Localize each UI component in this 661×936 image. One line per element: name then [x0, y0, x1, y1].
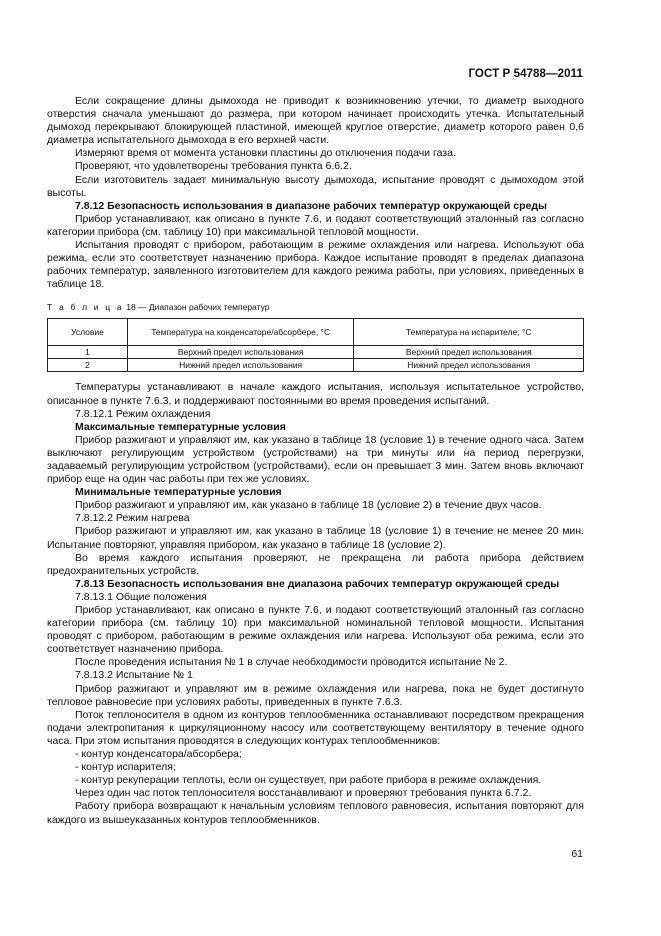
subsection-heading: 7.8.12.1 Режим охлаждения	[75, 407, 211, 420]
paragraph: Температуры устанавливают в начале каждого испытания, используя испытательное устройство, описанное в пункте 7.6.3, и поддерживают постоянными во время проведения испытаний.	[47, 381, 584, 407]
paragraph: Прибор разжигают и управляют им, как указано в таблице 18 (условие 1) в течение одного часа. Затем выключают регулирующим устройством (устройствами) на три минуты или на период перегрузки, задаваемый регулирующим устройством (устройствами), если он превышает 3 мин. Затем вновь включают прибор еще на один час работы при тех же условиях.	[47, 433, 584, 486]
subsection-heading: 7.8.13.2 Испытание № 1	[75, 669, 193, 682]
table-caption-text: 18 — Диапазон рабочих температур	[123, 302, 270, 313]
table-cell: Верхний предел использования	[127, 346, 354, 359]
table-row	[48, 346, 584, 359]
table-header-row	[48, 319, 584, 346]
document-body	[47, 95, 584, 827]
paragraph: Через один час поток теплоносителя восстанавливают и проверяют требования пункта 6.7.2.	[75, 787, 532, 800]
table-caption	[47, 302, 584, 313]
paragraph: Измеряют время от момента установки пластины до отключения подачи газа.	[75, 147, 456, 160]
page-number: 61	[571, 848, 583, 860]
subsection-heading: 7.8.12.2 Режим нагрева	[75, 512, 190, 525]
table-cell: Нижний предел использования	[354, 359, 584, 372]
table-header-cell: Условие	[48, 319, 128, 346]
list-item: - контур испарителя;	[75, 761, 176, 774]
section-heading: 7.8.12 Безопасность использования в диапазоне рабочих температур окружающей среды	[75, 199, 548, 212]
table-cell: Нижний предел использования	[127, 359, 354, 372]
table-cell: 2	[48, 359, 128, 372]
paragraph: После проведения испытания № 1 в случае необходимости проводится испытание № 2.	[75, 656, 508, 669]
paragraph: Испытания проводят с прибором, работающим в режиме охлаждения или нагрева. Используют оба режима, если это соответствует назначению прибора. Каждое испытание проводят в пределах диапазона рабочих температур, заявленного изготовителем для каждого режима работы, при условиях, приведенных в таблице 18.	[47, 239, 584, 291]
paragraph: Прибор разжигают и управляют им в режиме охлаждения или нагрева, пока не будет достигнуто тепловое равновесие при условиях работы, приведенных в пункте 7.6.3.	[47, 682, 584, 708]
paragraph: Поток теплоносителя в одном из контуров теплообменника останавливают посредством прекращения подачи электропитания к циркуляционному насосу или соответствующему вентилятору в течение одного часа. При этом испытания проводятся в следующих контурах теплообменников:	[47, 708, 584, 747]
list-item: - контур конденсатора/абсорбера;	[75, 748, 242, 761]
table-header-cell: Температура на конденсаторе/абсорбере, °С	[127, 319, 354, 346]
table-row	[48, 359, 584, 372]
bold-heading: Минимальные температурные условия	[75, 486, 282, 499]
section-heading: 7.8.13 Безопасность использования вне диапазона рабочих температур окружающей среды	[75, 577, 560, 590]
table-caption-prefix: Т а б л и ц а	[47, 302, 124, 313]
document-header: ГОСТ Р 54788—2011	[468, 68, 583, 80]
paragraph: Во время каждого испытания проверяют, не прекращена ли работа прибора действием предохранительных устройств.	[47, 551, 584, 577]
subsection-heading: 7.8.13.1 Общие положения	[75, 590, 207, 603]
paragraph: Прибор разжигают и управляют им, как указано в таблице 18 (условие 2) в течение двух часов.	[75, 499, 542, 512]
paragraph: Работу прибора возвращают к начальным условиям теплового равновесия, испытания повторяют для каждого из вышеуказанных контуров теплообменников.	[47, 800, 584, 826]
paragraph: Прибор устанавливают, как описано в пункте 7.6, и подают соответствующий эталонный газ согласно категории прибора (см. таблицу 10) при максимальной тепловой мощности.	[47, 212, 584, 238]
list-item: - контур рекуперации теплоты, если он существует, при работе прибора в режиме охлаждения.	[75, 774, 542, 787]
bold-heading: Максимальные температурные условия	[75, 420, 286, 433]
table-cell: 1	[48, 346, 128, 359]
table-cell: Верхний предел использования	[354, 346, 584, 359]
paragraph: Прибор устанавливают, как описано в пункте 7.6, и подают соответствующий эталонный газ согласно категории прибора (см. таблицу 10) при максимальной номинальной тепловой мощности. Испытания проводят с прибором, работающим в режиме охлаждения или нагрева. Используют оба режима, если это соответствует назначению прибора.	[47, 604, 584, 656]
paragraph: Проверяют, что удовлетворены требования пункта 6.6.2.	[75, 160, 352, 173]
paragraph: Если сокращение длины дымохода не приводит к возникновению утечки, то диаметр выходного отверстия сначала уменьшают до размера, при котором начинает происходить утечка. Испытательный дымоход перекрывают блокирующей пластиной, имеющей круглое отверстие, диаметр которого равен 0,6 диаметра испытательного дымохода в его верхней части.	[47, 95, 584, 147]
table-header-cell: Температура на испарителе, °С	[354, 319, 584, 346]
temperature-table	[47, 318, 584, 372]
paragraph: Прибор разжигают и управляют им, как указано в таблице 18 (условие 1) в течение не менее 20 мин. Испытание повторяют, управляя прибором, как указано в таблице 18 (условие 2).	[47, 525, 584, 551]
paragraph: Если изготовитель задает минимальную высоту дымохода, испытание проводят с дымоходом этой высоты.	[47, 173, 584, 199]
